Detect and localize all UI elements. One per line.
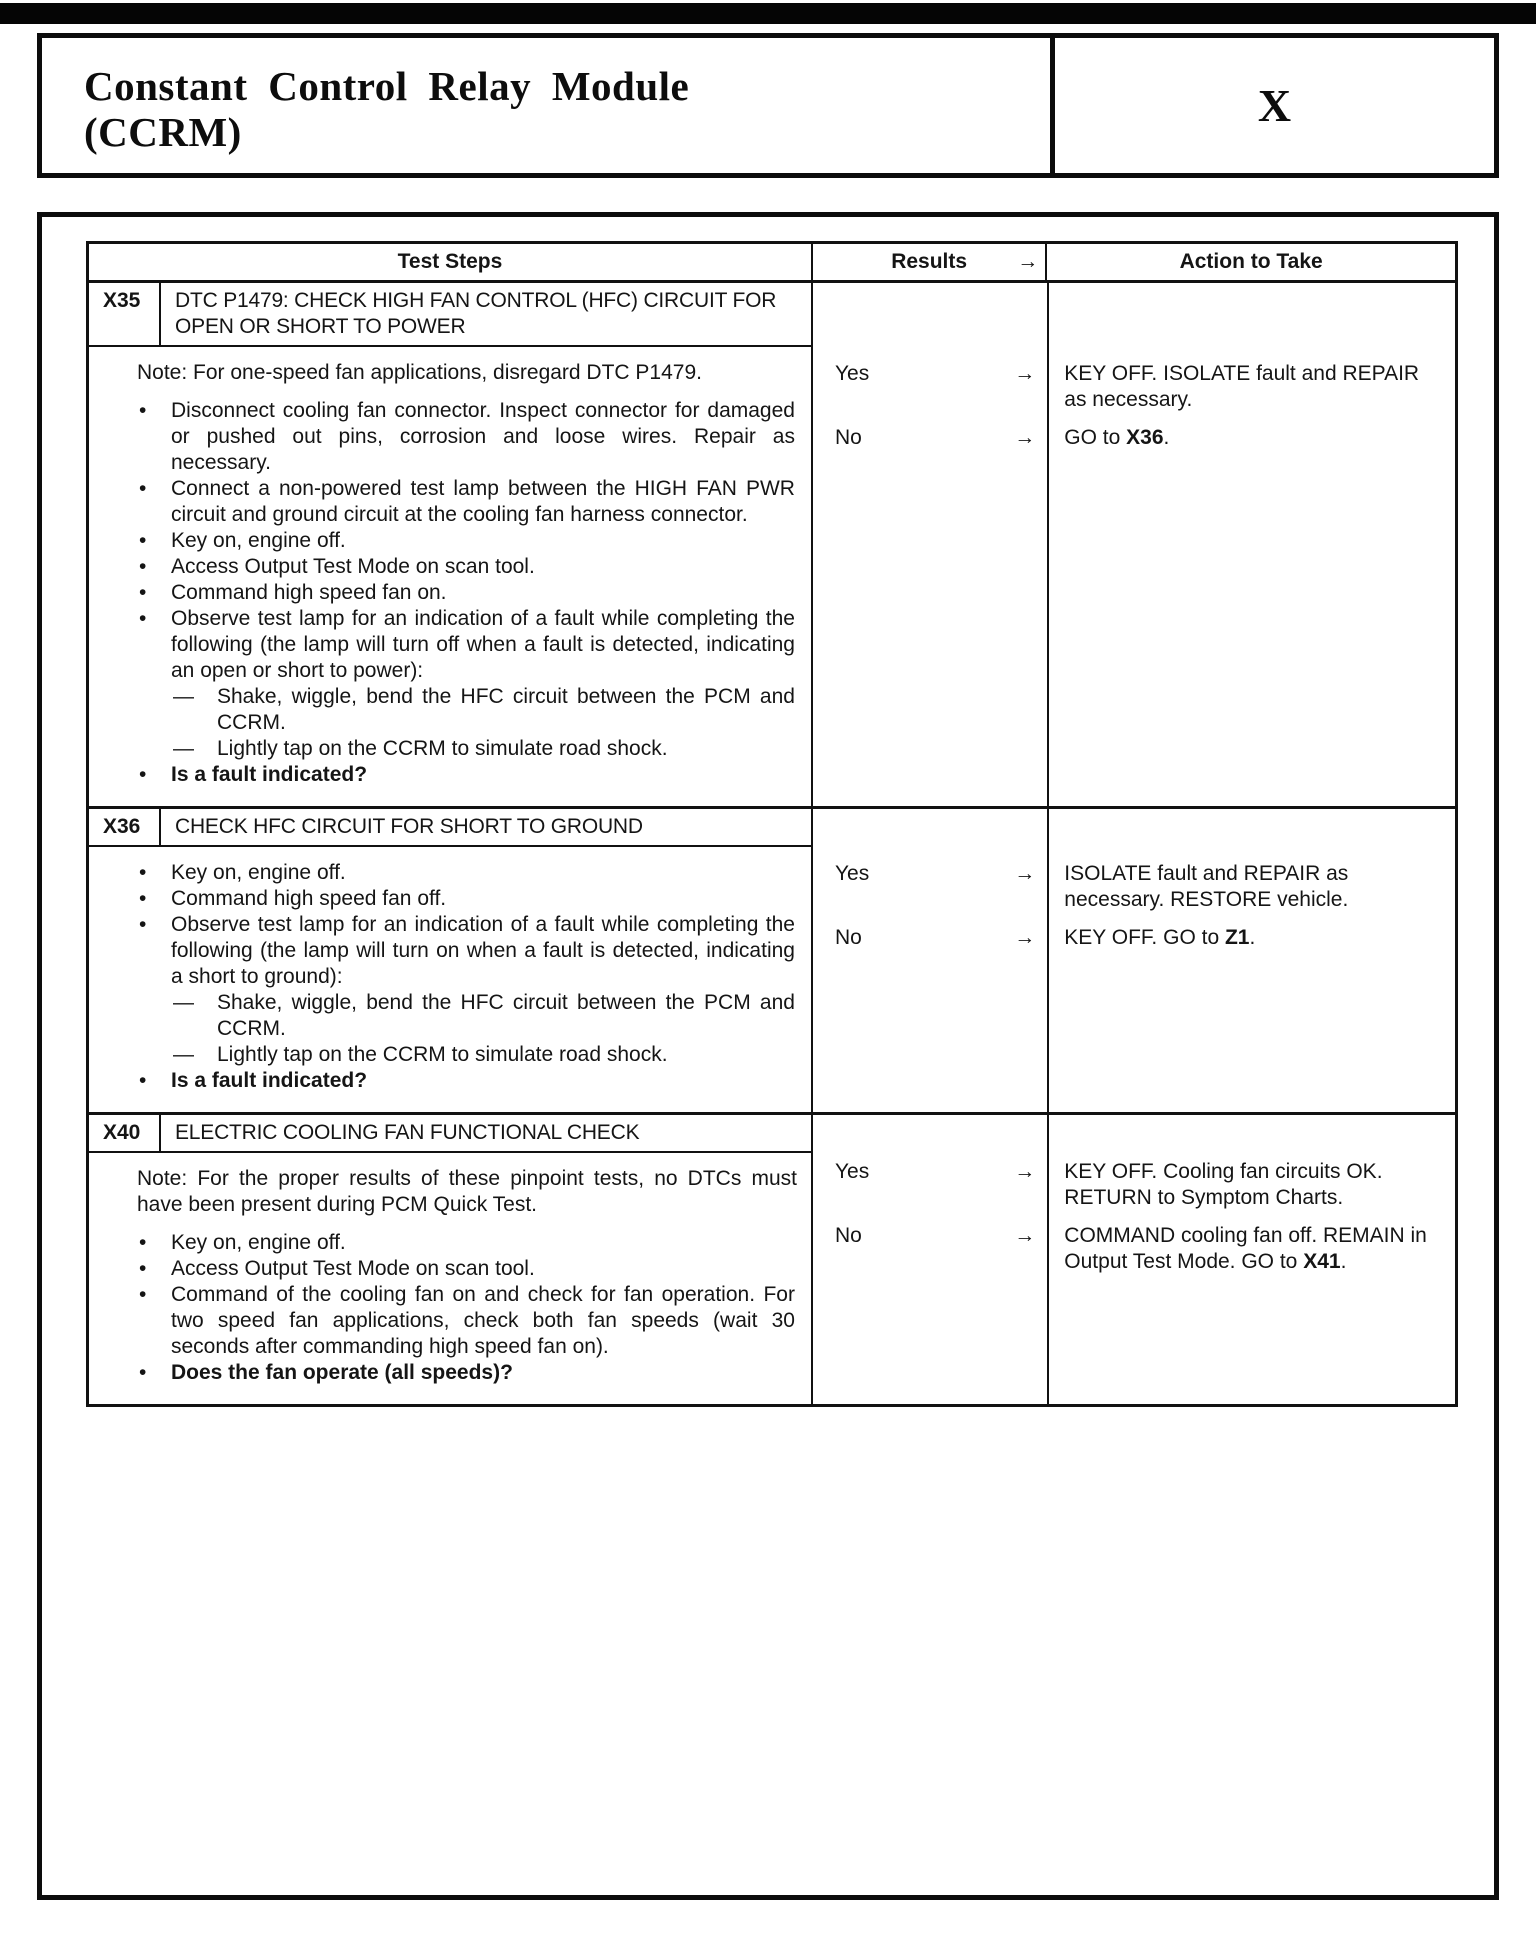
step-x36-results-action: [813, 809, 1455, 1112]
dash-item: — Shake, wiggle, bend the HFC circuit between the PCM and CCRM.: [173, 991, 795, 1040]
action-cell: KEY OFF. GO to Z1.: [1064, 926, 1256, 949]
step-x40-instructions: [137, 1230, 797, 1386]
step-x35-body: [89, 347, 811, 806]
bullet-icon: •: [139, 477, 147, 500]
column-divider: [1047, 1115, 1049, 1404]
result-label: Yes: [834, 862, 870, 885]
dash-icon: —: [173, 1043, 194, 1066]
step-x35-header: [89, 283, 811, 347]
step-x35-test-steps: [89, 283, 813, 806]
arrow-right-icon: →: [1017, 250, 1039, 273]
step-note: Note: For the proper results of these pinpoint tests, no DTCs must have been present during PCM Quick Test.: [137, 1167, 797, 1216]
step-row-x40: [89, 1115, 1455, 1404]
section-letter: X: [1257, 80, 1292, 131]
document-header: [37, 33, 1499, 178]
table-header-results-action: [813, 244, 1455, 280]
step-id: X40: [89, 1115, 161, 1151]
column-header-results: [813, 244, 1047, 280]
column-divider: [1047, 809, 1049, 1112]
result-cell: [813, 1159, 1047, 1211]
document-title: [84, 63, 1040, 156]
bullet-icon: •: [139, 887, 147, 910]
dash-item: — Shake, wiggle, bend the HFC circuit between the PCM and CCRM.: [173, 685, 795, 734]
step-x40-body: [89, 1153, 811, 1404]
result-cell: [813, 361, 1047, 413]
arrow-right-icon: →: [1014, 362, 1036, 385]
page-top-scan-bar: [0, 3, 1536, 24]
dash-item: — Lightly tap on the CCRM to simulate road shock.: [173, 737, 668, 760]
column-divider: [1047, 283, 1049, 806]
step-row-x35: [89, 283, 1455, 809]
step-x36-test-steps: [89, 809, 813, 1112]
bullet-item: • Command high speed fan on.: [139, 581, 447, 604]
result-label: No: [834, 426, 862, 449]
bullet-icon: •: [139, 861, 147, 884]
arrow-right-icon: →: [1014, 862, 1036, 885]
arrow-right-icon: →: [1014, 426, 1036, 449]
bullet-item: • Access Output Test Mode on scan tool.: [139, 555, 535, 578]
result-cell: [813, 425, 1047, 451]
result-cell: [813, 861, 1047, 913]
bullet-item: • Command of the cooling fan on and check for fan operation. For two speed fan applications, check both fan speeds (wait 30 seconds after commanding high speed fan on).: [139, 1283, 795, 1358]
result-label: Yes: [834, 1160, 870, 1183]
step-title: ELECTRIC COOLING FAN FUNCTIONAL CHECK: [175, 1121, 640, 1144]
bullet-icon: •: [139, 529, 147, 552]
action-cell: ISOLATE fault and REPAIR as necessary. RESTORE vehicle.: [1064, 862, 1349, 911]
arrow-right-icon: →: [1014, 1224, 1036, 1247]
bullet-icon: •: [139, 607, 147, 630]
bullet-item: • Observe test lamp for an indication of a fault while completing the following (the lamp will turn on when a fault is detected, indicating a short to ground):: [139, 913, 795, 988]
question-item: • Is a fault indicated?: [139, 763, 368, 786]
result-pair: [813, 361, 1455, 413]
bullet-item: • Connect a non-powered test lamp between the HIGH FAN PWR circuit and ground circuit at the cooling fan harness connector.: [139, 477, 795, 526]
step-x40-header: [89, 1115, 811, 1153]
column-header-action: Action to Take: [1179, 250, 1323, 273]
step-note: Note: For one-speed fan applications, disregard DTC P1479.: [137, 361, 702, 384]
main-frame: [37, 212, 1499, 1900]
action-cell: KEY OFF. ISOLATE fault and REPAIR as necessary.: [1064, 362, 1420, 411]
dash-item: — Lightly tap on the CCRM to simulate road shock.: [173, 1043, 668, 1066]
document-title-cell: [42, 38, 1050, 173]
table-header-row: [89, 244, 1455, 283]
step-x36-header: [89, 809, 811, 847]
bullet-item: • Command high speed fan off.: [139, 887, 447, 910]
step-x35-instructions: [137, 398, 797, 788]
result-pair: [813, 861, 1455, 913]
bullet-item: • Disconnect cooling fan connector. Inspect connector for damaged or pushed out pins, corrosion and loose wires. Repair as necessary.: [139, 399, 795, 474]
step-x36-body: [89, 847, 811, 1112]
dash-icon: —: [173, 737, 194, 760]
bullet-icon: •: [139, 1361, 147, 1384]
step-reference: Z1: [1224, 926, 1250, 949]
bullet-icon: •: [139, 913, 147, 936]
bullet-icon: •: [139, 1257, 147, 1280]
result-label: No: [834, 1224, 862, 1247]
bullet-icon: •: [139, 555, 147, 578]
step-title: CHECK HFC CIRCUIT FOR SHORT TO GROUND: [175, 815, 643, 838]
result-pair: [813, 925, 1455, 951]
result-pair: [813, 425, 1455, 451]
step-reference: X36: [1126, 426, 1164, 449]
bullet-icon: •: [139, 399, 147, 422]
section-letter-cell: [1050, 38, 1494, 173]
step-reference: X41: [1303, 1250, 1341, 1273]
column-header-results-label: Results: [891, 250, 968, 273]
bullet-item: • Key on, engine off.: [139, 1231, 346, 1254]
bullet-icon: •: [139, 763, 147, 786]
step-id: X36: [89, 809, 161, 845]
bullet-item: • Key on, engine off.: [139, 529, 346, 552]
dash-icon: —: [173, 991, 194, 1014]
action-cell: GO to X36.: [1064, 426, 1170, 449]
result-pair: [813, 1223, 1455, 1275]
result-label: Yes: [834, 362, 870, 385]
bullet-item: • Observe test lamp for an indication of a fault while completing the following (the lamp will turn off when a fault is detected, indicating an open or short to power):: [139, 607, 795, 682]
result-cell: [813, 1223, 1047, 1275]
column-header-test-steps: Test Steps: [89, 244, 813, 280]
bullet-icon: •: [139, 581, 147, 604]
step-x40-results-action: [813, 1115, 1455, 1404]
question-item: • Does the fan operate (all speeds)?: [139, 1361, 513, 1384]
step-row-x36: [89, 809, 1455, 1115]
dash-icon: —: [173, 685, 194, 708]
action-cell: KEY OFF. Cooling fan circuits OK. RETURN to Symptom Charts.: [1064, 1160, 1383, 1209]
bullet-item: • Access Output Test Mode on scan tool.: [139, 1257, 535, 1280]
result-pair: [813, 1159, 1455, 1211]
step-x36-instructions: [137, 860, 797, 1094]
result-label: No: [834, 926, 862, 949]
question-item: • Is a fault indicated?: [139, 1069, 368, 1092]
arrow-right-icon: →: [1014, 926, 1036, 949]
step-x35-results-action: [813, 283, 1455, 806]
document-title-line1: Constant Control Relay Module: [84, 63, 690, 109]
arrow-right-icon: →: [1014, 1160, 1036, 1183]
step-title: DTC P1479: CHECK HIGH FAN CONTROL (HFC) CIRCUIT FOR OPEN OR SHORT TO POWER: [175, 289, 777, 338]
bullet-item: • Key on, engine off.: [139, 861, 346, 884]
step-id: X35: [89, 283, 161, 345]
document-title-line2: (CCRM): [84, 109, 242, 156]
action-cell: COMMAND cooling fan off. REMAIN in Output Test Mode. GO to X41.: [1064, 1224, 1427, 1273]
bullet-icon: •: [139, 1231, 147, 1254]
pinpoint-test-table: [86, 241, 1458, 1407]
step-x40-test-steps: [89, 1115, 813, 1404]
result-cell: [813, 925, 1047, 951]
bullet-icon: •: [139, 1283, 147, 1306]
bullet-icon: •: [139, 1069, 147, 1092]
